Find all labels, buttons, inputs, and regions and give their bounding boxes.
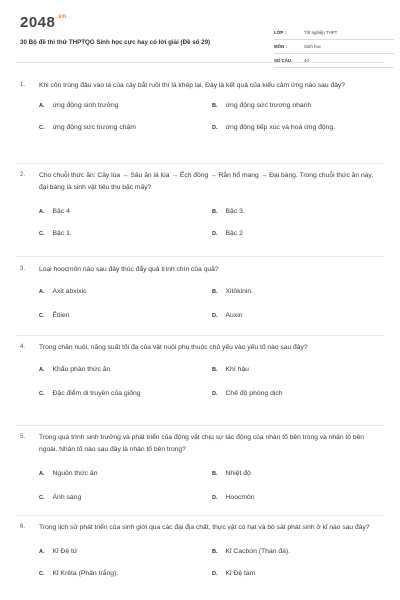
option-text: Kỉ Krêta (Phấn trắng).	[52, 569, 119, 577]
question-5	[20, 432, 380, 516]
option-letter: D.	[212, 570, 218, 577]
option-text: Đặc điểm di truyền của giống	[52, 389, 141, 397]
question-6	[20, 522, 380, 586]
option-letter: C.	[39, 390, 45, 397]
meta-row-count	[274, 54, 394, 68]
option-text: ứng động sinh trưởng	[52, 101, 119, 109]
site-logo[interactable]	[20, 14, 67, 31]
question-stem: Trong lịch sử phát triển của sinh giới qua các đại địa chất, thực vật có hạt và bò sát phát sinh ở kỉ nào sau đây?	[39, 524, 370, 531]
option-text: Auxin	[225, 311, 243, 319]
question-stem: Khi côn trùng đậu vào lá của cây bắt ruồi thì lá khép lại. Đây là kết quả của kiểu cảm ứng nào sau đây?	[39, 82, 345, 89]
option-a[interactable]	[39, 548, 77, 555]
option-letter: B.	[212, 102, 218, 109]
option-letter: D.	[212, 312, 218, 319]
option-d[interactable]	[212, 230, 243, 237]
option-text: Khẩu phần thức ăn	[52, 365, 111, 373]
options-row	[20, 124, 380, 146]
option-letter: C.	[39, 312, 45, 319]
option-text: Axit abxixic	[52, 287, 87, 295]
question-separator	[16, 515, 384, 516]
option-letter: D.	[212, 390, 218, 397]
meta-row-subject	[274, 40, 394, 54]
option-b[interactable]	[212, 288, 253, 295]
meta-value: 40	[304, 58, 309, 63]
meta-value: Tốt nghiệp THPT	[304, 30, 338, 35]
meta-key: LỚP :	[274, 30, 286, 35]
question-separator	[16, 425, 384, 426]
option-text: Nhiệt độ	[225, 469, 251, 477]
question-separator	[16, 256, 384, 257]
options-row	[20, 288, 380, 310]
option-c[interactable]	[39, 230, 72, 237]
meta-row-class	[274, 26, 394, 40]
option-letter: B.	[212, 288, 218, 295]
option-text: Bậc 4	[52, 207, 70, 215]
option-letter: A.	[39, 470, 45, 477]
options-row	[20, 494, 380, 516]
option-a[interactable]	[39, 288, 87, 295]
options-row	[20, 102, 380, 124]
option-text: Kỉ Đệ tam	[225, 569, 256, 577]
logo-tld: .vn	[56, 14, 67, 20]
document-header	[20, 14, 380, 63]
option-letter: C.	[39, 570, 45, 577]
option-d[interactable]	[212, 494, 255, 501]
logo-text: 2048	[20, 14, 56, 31]
option-d[interactable]	[212, 390, 283, 397]
question-stem: Loại hoocmôn nào sau đây thúc đẩy quả trình chín của quả?	[39, 266, 219, 273]
option-d[interactable]	[212, 312, 243, 319]
options-row	[20, 548, 380, 570]
meta-key: MÔN :	[274, 44, 287, 49]
option-text: Nguồn thức ăn	[52, 469, 98, 477]
question-number: 2.	[20, 172, 26, 178]
options-row	[20, 208, 380, 230]
question-number: 4.	[20, 344, 26, 350]
option-letter: B.	[212, 208, 218, 215]
options-row	[20, 390, 380, 412]
option-text: ứng động sức trương chậm	[52, 123, 136, 131]
option-d[interactable]	[212, 570, 255, 577]
question-text	[20, 342, 380, 354]
question-separator	[16, 335, 384, 336]
option-text: Bậc 2	[225, 229, 243, 237]
option-b[interactable]	[212, 548, 290, 555]
option-a[interactable]	[39, 470, 97, 477]
options-row	[20, 230, 380, 252]
option-a[interactable]	[39, 208, 70, 215]
question-text	[20, 522, 380, 534]
option-text: Êtilen	[52, 311, 70, 319]
options-row	[20, 312, 380, 334]
option-letter: D.	[212, 494, 218, 501]
document-title: 30 Bộ đề thi thử THPTQG Sinh học cực hay có lời giải (Đề số 29)	[20, 39, 211, 46]
option-letter: A.	[39, 208, 45, 215]
option-b[interactable]	[212, 470, 251, 477]
question-stem: Trong chăn nuôi, năng suất tối đa của vật nuôi phụ thuộc chủ yếu vào yếu tố nào sau đây?	[39, 344, 308, 351]
question-1	[20, 80, 380, 146]
question-number: 1.	[20, 82, 26, 88]
option-text: ứng động tiếp xúc và hoá ứng động.	[225, 123, 336, 131]
option-b[interactable]	[212, 208, 245, 215]
option-text: Bậc 3.	[225, 207, 245, 215]
options-row	[20, 570, 380, 586]
option-text: Hoocmôn	[225, 493, 255, 501]
option-text: Khí hậu	[225, 365, 249, 373]
option-b[interactable]	[212, 366, 249, 373]
question-number: 3.	[20, 266, 26, 272]
option-a[interactable]	[39, 366, 110, 373]
question-stem: Trong quá trình sinh trưởng và phát triển của động vật chịu sự tác động của nhân tố bên trong và nhân tố bên ngoài. Nhân tố nào sau đây là nhân tố bên trong?	[39, 434, 365, 453]
question-4	[20, 342, 380, 412]
option-letter: C.	[39, 124, 45, 131]
question-number: 6.	[20, 524, 26, 530]
option-letter: D.	[212, 124, 218, 131]
question-2	[20, 170, 380, 252]
option-c[interactable]	[39, 312, 70, 319]
question-text	[20, 264, 380, 276]
question-text	[20, 432, 380, 456]
option-c[interactable]	[39, 124, 136, 131]
option-letter: A.	[39, 102, 45, 109]
option-text: Ánh sáng	[52, 493, 82, 501]
option-b[interactable]	[212, 102, 311, 109]
meta-value: Sinh học	[304, 44, 322, 49]
option-letter: A.	[39, 288, 45, 295]
option-text: Kỉ Đệ tứ	[52, 547, 78, 555]
question-stem: Cho chuỗi thức ăn: Cây lúa → Sâu ăn lá lúa → Ếch đồng → Rắn hổ mang → Đại bàng. Trong chuỗi thức ăn này, đại bàng là sinh vật tiêu thụ bậc mấy?	[39, 172, 374, 191]
question-text	[20, 80, 380, 92]
option-letter: B.	[212, 548, 218, 555]
option-c[interactable]	[39, 570, 118, 577]
question-text	[20, 170, 380, 194]
option-text: ứng động sức trương nhanh	[225, 101, 312, 109]
options-row	[20, 366, 380, 388]
option-text: Xitôkinin.	[225, 287, 254, 295]
option-text: Kỉ Cacbon (Than đá).	[225, 547, 291, 555]
option-letter: A.	[39, 366, 45, 373]
question-number: 5.	[20, 434, 26, 440]
option-letter: B.	[212, 366, 218, 373]
option-letter: A.	[39, 548, 45, 555]
meta-key: SỐ CÂU :	[274, 58, 294, 63]
option-c[interactable]	[39, 390, 141, 397]
option-letter: D.	[212, 230, 218, 237]
question-3	[20, 264, 380, 334]
option-text: Bậc 1.	[52, 229, 72, 237]
header-divider	[16, 62, 384, 63]
options-row	[20, 470, 380, 492]
option-text: Chế độ phòng dịch	[225, 389, 283, 397]
question-separator	[16, 163, 384, 164]
option-letter: C.	[39, 230, 45, 237]
option-c[interactable]	[39, 494, 81, 501]
option-letter: B.	[212, 470, 218, 477]
option-d[interactable]	[212, 124, 335, 131]
option-a[interactable]	[39, 102, 119, 109]
option-letter: C.	[39, 494, 45, 501]
